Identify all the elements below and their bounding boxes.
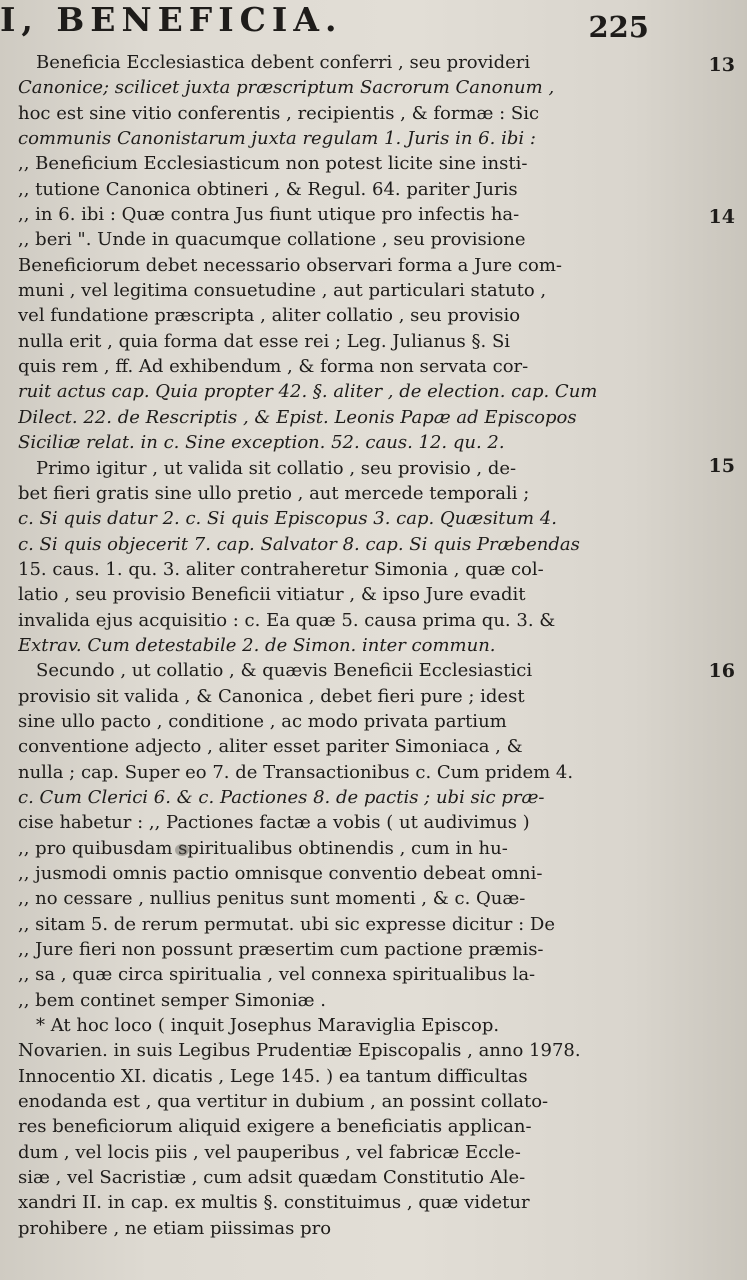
text-line: communis Canonistarum juxta regulam 1. Juris in 6. ibi :: [18, 128, 536, 150]
text-line: res beneficiorum aliquid exigere a beneficiatis applican-: [18, 1116, 532, 1138]
text-line: hoc est sine vitio conferentis , recipientis , & formæ : Sic: [18, 102, 540, 124]
text-line: ,, sitam 5. de rerum permutat. ubi sic expresse dicitur : De: [18, 913, 555, 935]
text-line: c. Si quis objecerit 7. cap. Salvator 8. cap. Si quis Præbendas: [18, 533, 580, 555]
text-line: siæ , vel Sacristiæ , cum adsit quædam Constitutio Ale-: [18, 1167, 526, 1189]
text-line: Beneficiorum debet necessario observari forma a Jure com-: [18, 254, 562, 276]
text-line: * At hoc loco ( inquit Josephus Maraviglia Episcop.: [36, 1015, 500, 1037]
text-line: Canonice; scilicet juxta præscriptum Sacrorum Canonum ,: [18, 77, 555, 99]
text-line: Novarien. in suis Legibus Prudentiæ Episcopalis , anno 1978.: [18, 1040, 581, 1062]
text-line: Extrav. Cum detestabile 2. de Simon. inter commun.: [18, 634, 496, 656]
page-header: [0, 0, 747, 48]
text-line: invalida ejus acquisitio : c. Ea quæ 5. causa prima qu. 3. &: [18, 609, 556, 631]
text-line: enodanda est , qua vertitur in dubium , an possint collato-: [18, 1091, 549, 1113]
text-line: muni , vel legitima consuetudine , aut particulari statuto ,: [18, 280, 547, 302]
text-line: ,, in 6. ibi : Quæ contra Jus fiunt utique pro infectis ha-: [18, 204, 520, 226]
running-head: I, BENEFICIA.: [0, 0, 343, 39]
margin-number: 13: [708, 54, 735, 76]
text-line: xandri II. in cap. ex multis §. constituimus , quæ videtur: [18, 1192, 530, 1214]
text-line: quis rem , ff. Ad exhibendum , & forma non servata cor-: [18, 356, 529, 378]
text-line: nulla erit , quia forma dat esse rei ; Leg. Julianus §. Si: [18, 330, 511, 352]
text-line: ,, beri ". Unde in quacumque collatione , seu provisione: [18, 229, 526, 251]
page-number: 225: [588, 10, 649, 44]
text-line: 15. caus. 1. qu. 3. aliter contraheretur Simonia , quæ col-: [18, 558, 544, 580]
text-line: latio , seu provisio Beneficii vitiatur , & ipso Jure evadit: [18, 584, 526, 606]
ink-blot: [175, 844, 189, 856]
text-line: ,, Beneficium Ecclesiasticum non potest licite sine insti-: [18, 153, 528, 175]
text-line: Innocentio XI. dicatis , Lege 145. ) ea tantum difficultas: [18, 1065, 528, 1087]
text-line: Primo igitur , ut valida sit collatio , seu provisio , de-: [36, 457, 517, 479]
text-line: Secundo , ut collatio , & quævis Beneficii Ecclesiastici: [36, 660, 533, 682]
text-line: conventione adjecto , aliter esset pariter Simoniaca , &: [18, 736, 523, 758]
text-line: ,, tutione Canonica obtineri , & Regul. 64. pariter Juris: [18, 178, 518, 200]
margin-number: 15: [708, 455, 735, 477]
text-line: c. Si quis datur 2. c. Si quis Episcopus 3. cap. Quæsitum 4.: [18, 508, 558, 530]
text-line: bet fieri gratis sine ullo pretio , aut mercede temporali ;: [18, 482, 530, 504]
margin-number: 16: [708, 660, 735, 682]
margin-number: 14: [708, 206, 735, 228]
text-line: ,, no cessare , nullius penitus sunt momenti , & c. Quæ-: [18, 888, 526, 910]
text-line: sine ullo pacto , conditione , ac modo privata partium: [18, 710, 507, 732]
text-line: cise habetur : ,, Pactiones factæ a vobis ( ut audivimus ): [18, 812, 530, 834]
text-line: Siciliæ relat. in c. Sine exception. 52. caus. 12. qu. 2.: [18, 432, 505, 454]
text-line: ,, bem continet semper Simoniæ .: [18, 989, 326, 1011]
text-line: nulla ; cap. Super eo 7. de Transactionibus c. Cum pridem 4.: [18, 761, 574, 783]
text-line: dum , vel locis piis , vel pauperibus , vel fabricæ Eccle-: [18, 1141, 521, 1163]
text-line: prohibere , ne etiam piissimas pro: [18, 1217, 332, 1239]
text-line: ,, jusmodi omnis pactio omnisque conventio debeat omni-: [18, 863, 543, 884]
text-line: provisio sit valida , & Canonica , debet fieri pure ; idest: [18, 685, 525, 707]
text-line: ,, sa , quæ circa spiritualia , vel connexa spiritualibus la-: [18, 964, 536, 986]
text-line: ,, pro quibusdam spiritualibus obtinendis , cum in hu-: [18, 837, 508, 859]
text-line: Beneficia Ecclesiastica debent conferri , seu provideri: [36, 52, 531, 73]
text-line: Dilect. 22. de Rescriptis , & Epist. Leonis Papæ ad Episcopos: [18, 406, 577, 428]
body-text: [18, 50, 690, 1241]
text-line: ruit actus cap. Quia propter 42. §. aliter , de election. cap. Cum: [18, 381, 598, 403]
text-line: vel fundatione præscripta , aliter collatio , seu provisio: [18, 305, 521, 327]
text-line: c. Cum Clerici 6. & c. Pactiones 8. de pactis ; ubi sic præ-: [18, 786, 545, 808]
text-line: ,, Jure fieri non possunt præsertim cum pactione præmis-: [18, 939, 544, 961]
